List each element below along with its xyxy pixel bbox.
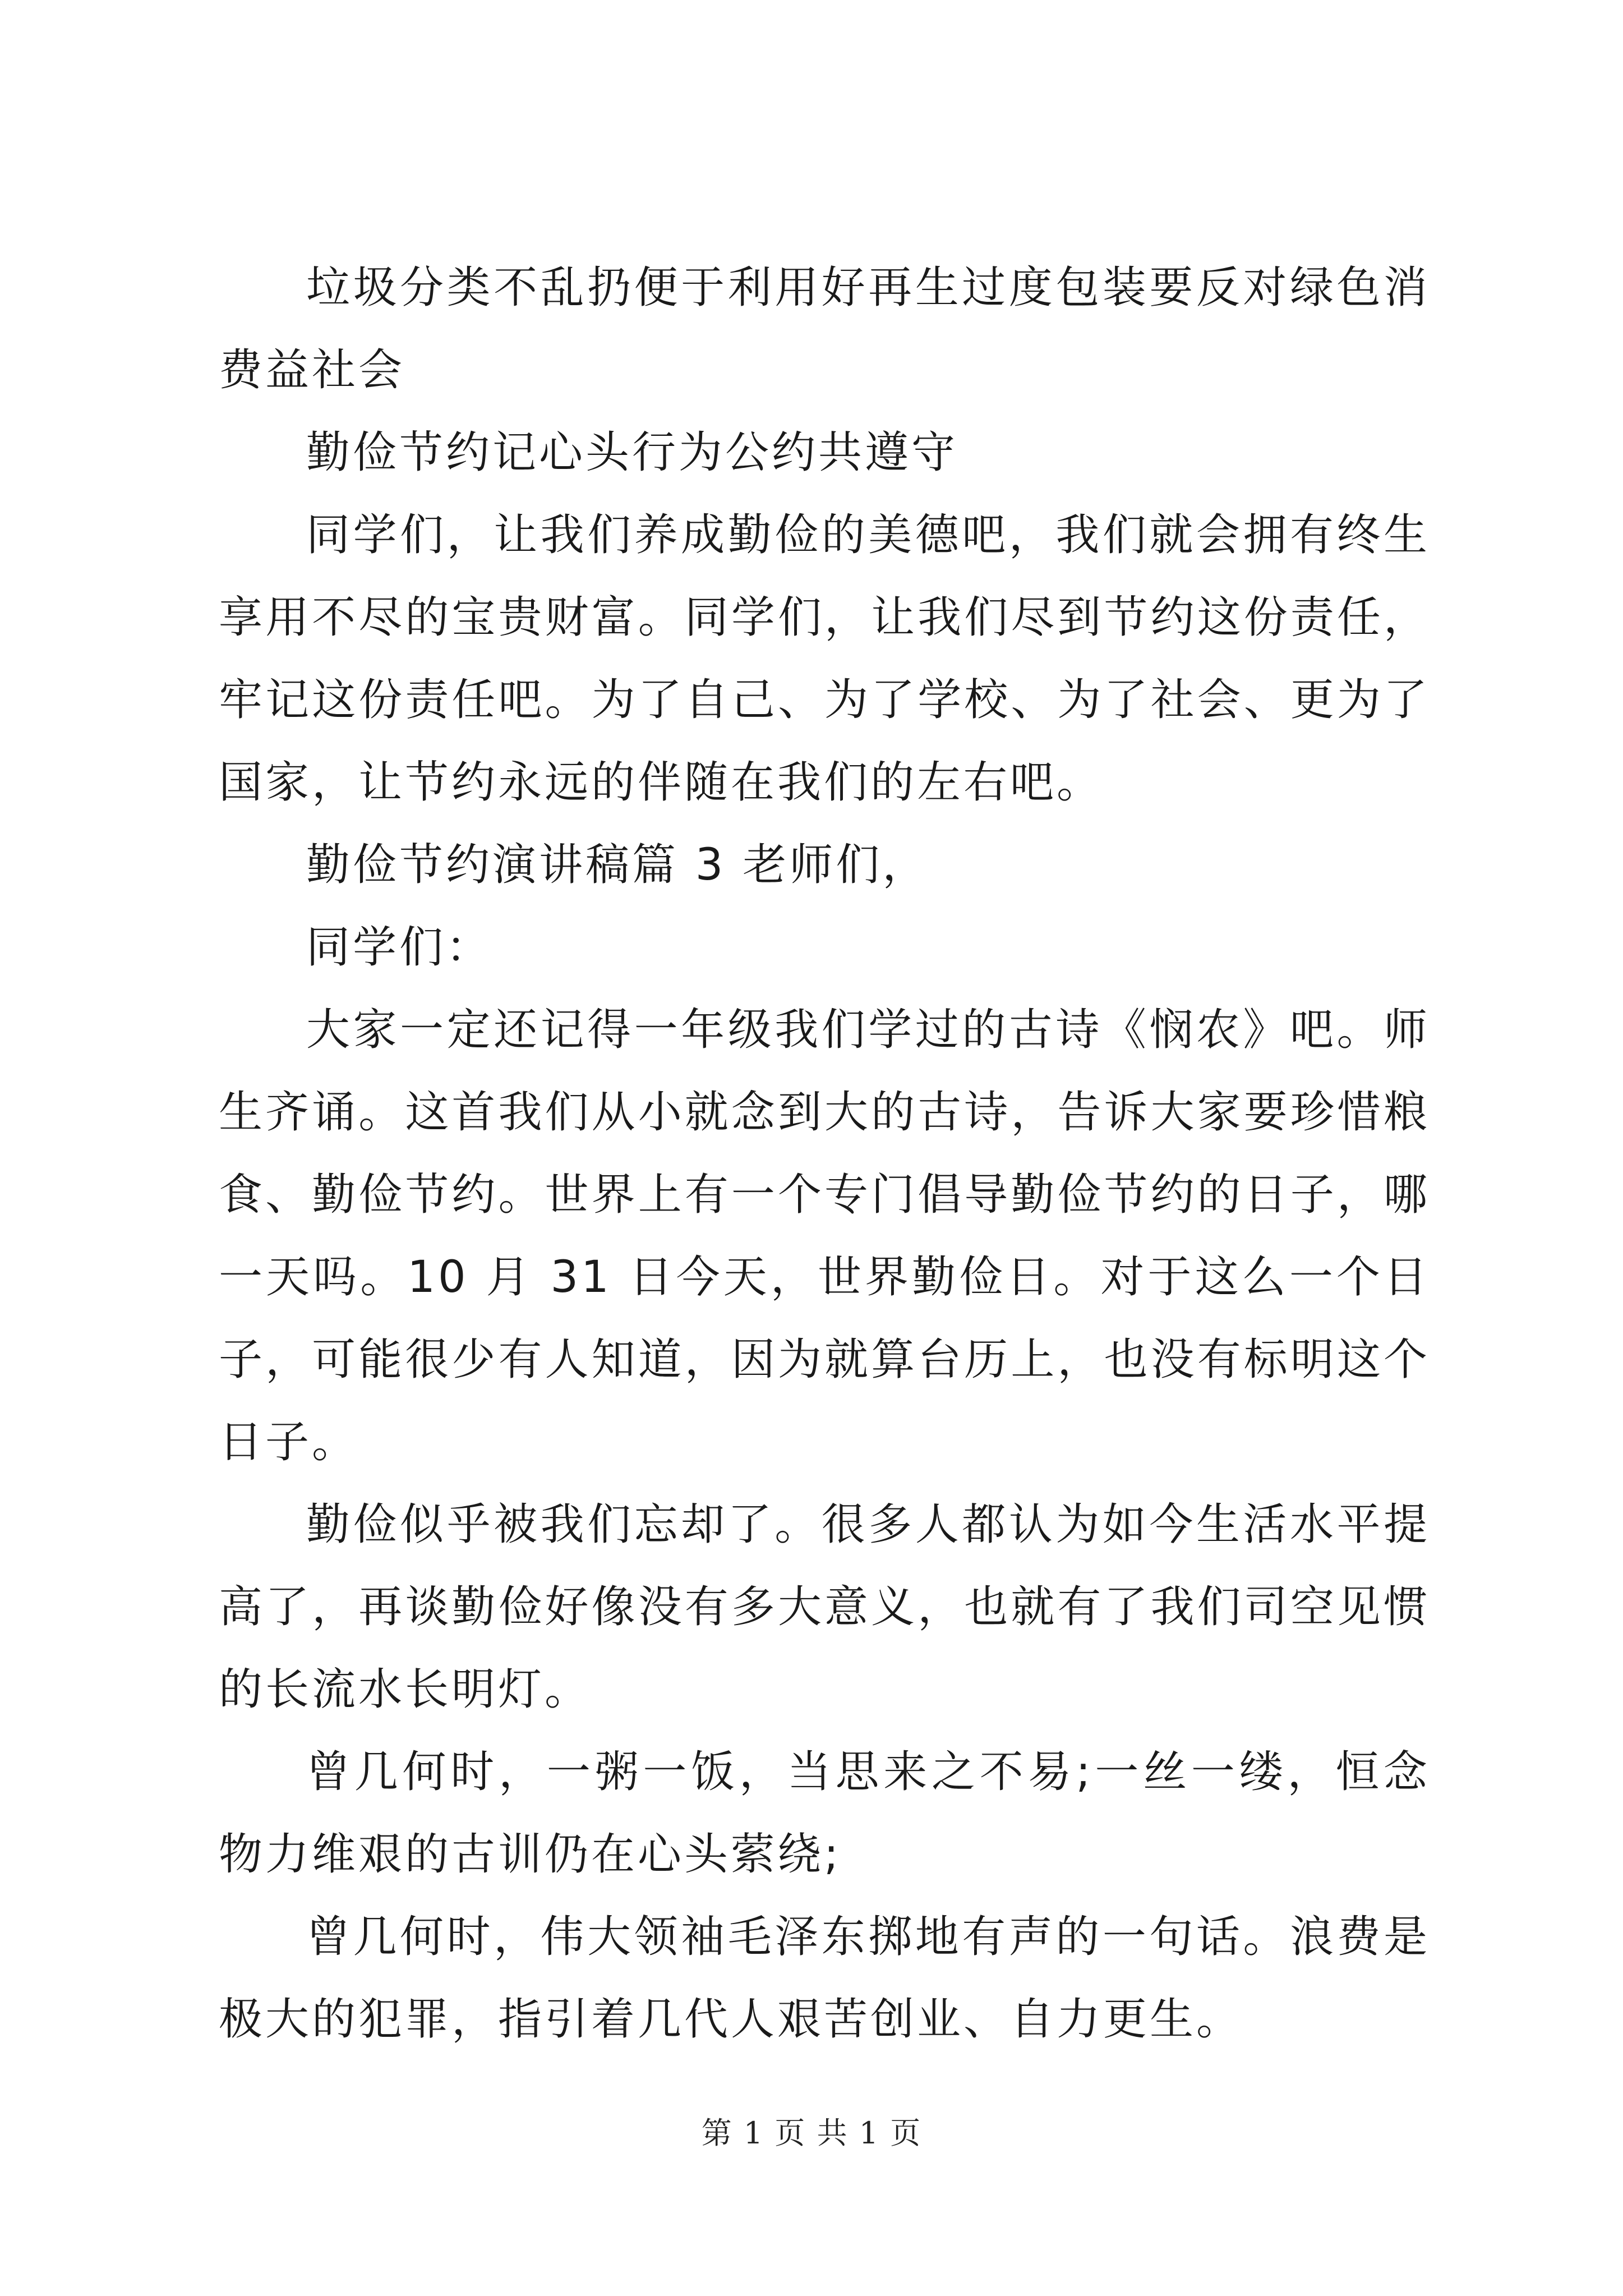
paragraph-poem-intro: 大家一定还记得一年级我们学过的古诗《悯农》吧。师生齐诵。这首我们从小就念到大的古诗，告诉大家要珍惜粮食、勤俭节约。世界上有一个专门倡导勤俭节约的日子，哪一天吗。10 月 31 日今天，世界勤俭日。对于这么一个日子，可能很少有人知道，因为就算台历上，也没有标明这个日子。 [219, 1005, 1430, 1467]
paragraph-speech-heading: 勤俭节约演讲稿篇 3 老师们， [306, 840, 929, 890]
paragraph-closing-appeal: 同学们，让我们养成勤俭的美德吧，我们就会拥有终生享用不尽的宝贵财富。同学们，让我们尽到节约这份责任，牢记这份责任吧。为了自己、为了学校、为了社会、更为了国家，让节约永远的伴随在我们的左右吧。 [219, 510, 1430, 808]
paragraph-thrift-forgotten: 勤俭似乎被我们忘却了。很多人都认为如今生活水平提高了，再谈勤俭好像没有多大意义，也就有了我们司空见惯的长流水长明灯。 [219, 1499, 1430, 1715]
paragraph-ancient-motto: 曾几何时，一粥一饭，当思来之不易;一丝一缕，恒念物力维艰的古训仍在心头萦绕; [219, 1747, 1430, 1880]
paragraph-greeting: 同学们： [306, 922, 493, 973]
document-body [219, 247, 1430, 2061]
paragraph-mao-quote: 曾几何时，伟大领袖毛泽东掷地有声的一句话。浪费是极大的犯罪，指引着几代人艰苦创业、自力更生。 [219, 1912, 1430, 2045]
page-number-footer: 第 1 页 共 1 页 [701, 2115, 922, 2151]
paragraph-slogan-thrift: 勤俭节约记心头行为公约共遵守 [306, 427, 958, 478]
paragraph-slogan-waste-sorting: 垃圾分类不乱扔便于利用好再生过度包装要反对绿色消费益社会 [219, 263, 1430, 395]
